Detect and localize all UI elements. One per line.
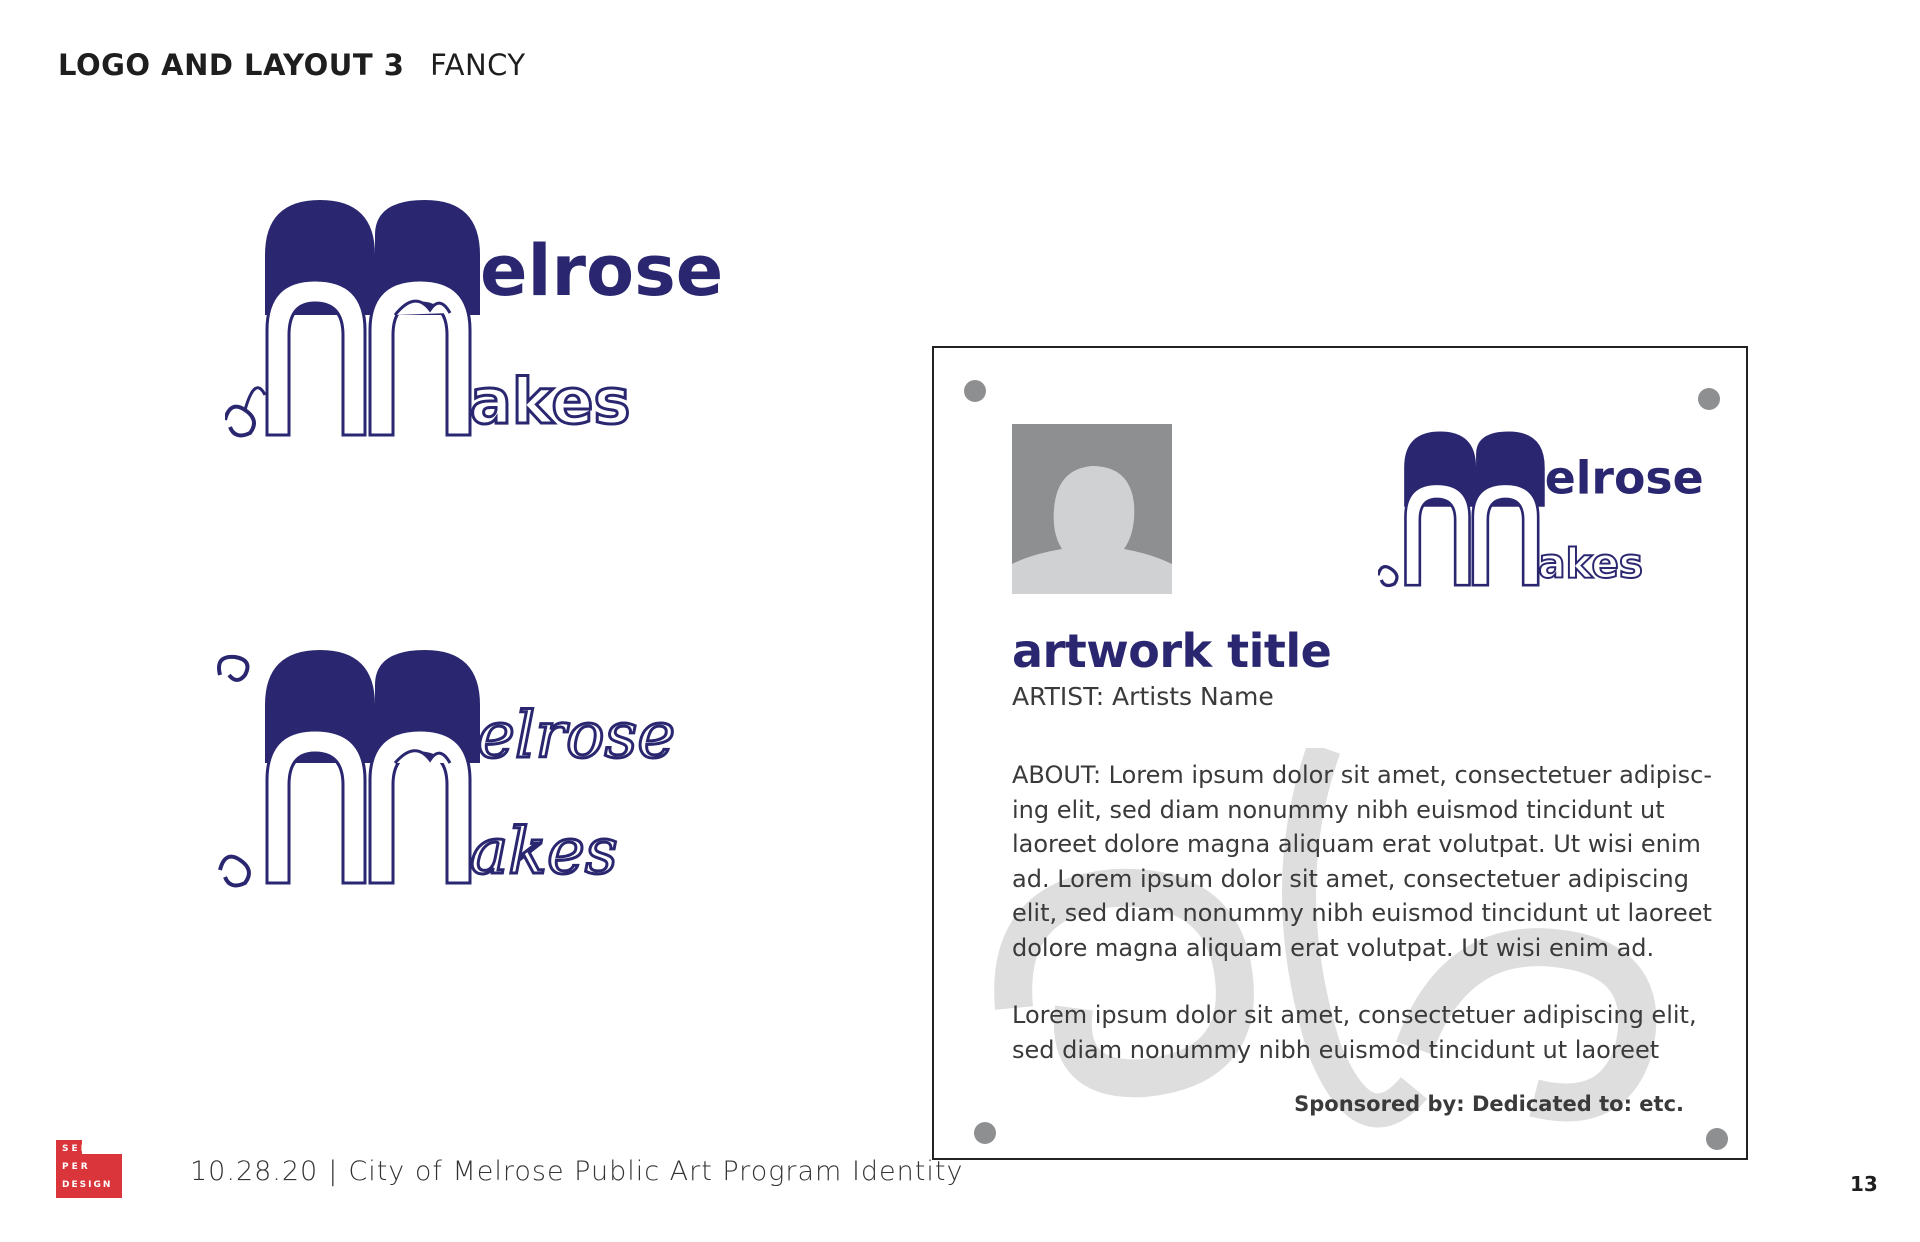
logo-line1: elrose <box>480 230 724 312</box>
screw-dot <box>974 1122 996 1144</box>
fancy-logo-line1: elrose <box>477 699 676 773</box>
header-subtitle: FANCY <box>430 48 526 82</box>
header-title: LOGO AND LAYOUT 3 <box>58 48 405 82</box>
page-header <box>58 48 526 82</box>
badge-line: DESIGN <box>62 1180 113 1190</box>
badge-line: SEL <box>62 1144 90 1154</box>
footer-info: 10.28.20 | City of Melrose Public Art Program Identity <box>190 1156 964 1187</box>
screw-dot <box>964 380 986 402</box>
about-text: ABOUT: Lorem ipsum dolor sit amet, consectetuer adipisc-ing elit, sed diam nonummy nibh euismod tincidunt ut laoreet dolore magna aliquam erat volutpat. Ut wisi enim ad. Lorem ipsum dolor sit amet, consectetuer adipiscing elit, sed diam nonummy nibh euismod tincidunt ut laoreet dolore magna aliquam erat volutpat. Ut wisi enim ad. <box>1012 761 1713 962</box>
plaque-logo-line1: elrose <box>1544 451 1704 505</box>
footer-project: City of Melrose Public Art Program Identity <box>348 1156 964 1187</box>
body-text: Lorem ipsum dolor sit amet, consectetuer adipiscing elit, sed diam nonummy nibh euismod tincidunt ut laoreet <box>1012 1001 1697 1064</box>
melrose-makes-logo-fancy <box>215 645 795 895</box>
artwork-title: artwork title <box>1012 624 1332 678</box>
badge-line: PER <box>62 1162 91 1172</box>
fancy-logo-line2: akes <box>470 815 618 889</box>
artwork-plaque <box>932 346 1748 1160</box>
page-number: 13 <box>1850 1172 1878 1196</box>
logo-line2: akes <box>470 365 631 438</box>
screw-dot <box>1698 388 1720 410</box>
sponsor-line: Sponsored by: Dedicated to: etc. <box>1294 1092 1684 1116</box>
artist-photo-placeholder <box>1012 424 1172 594</box>
studio-logo-badge <box>56 1140 122 1198</box>
plaque-logo-line2: akes <box>1538 539 1643 588</box>
artist-name: ARTIST: Artists Name <box>1012 682 1274 711</box>
melrose-makes-logo-simple <box>225 195 745 445</box>
footer-date: 10.28.20 <box>190 1156 319 1187</box>
plaque-logo <box>1378 420 1718 600</box>
